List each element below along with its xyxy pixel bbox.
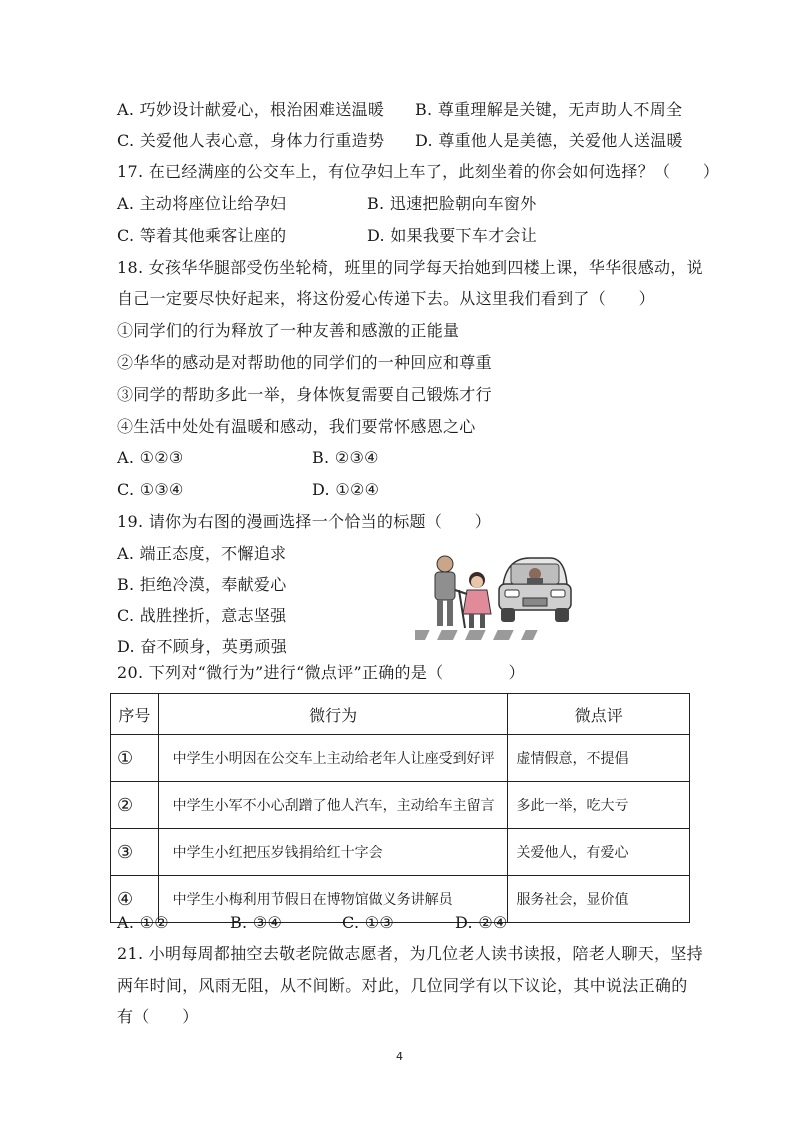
header-comment: 微点评 <box>508 694 690 735</box>
q17-option-a: A. 主动将座位让给孕妇 <box>117 194 287 213</box>
q16-option-c: C. 关爱他人表心意，身体力行重造势 <box>117 131 385 150</box>
q17-option-d: D. 如果我要下车才会让 <box>367 226 538 245</box>
table-row <box>111 876 690 923</box>
q17-option-c: C. 等着其他乘客让座的 <box>117 226 287 245</box>
row-number: ① <box>111 735 159 782</box>
row-comment: 多此一举，吃大亏 <box>508 782 690 829</box>
q18-option-d: D. ①②④ <box>312 480 380 499</box>
q21-stem-line3: 有（ ） <box>117 1007 199 1026</box>
q16-option-b: B. 尊重理解是关键，无声助人不周全 <box>415 100 683 119</box>
header-number: 序号 <box>111 694 159 735</box>
q18-item-3: ③同学的帮助多此一举，身体恢复需要自己锻炼才行 <box>117 385 492 404</box>
page-number: 4 <box>396 1050 403 1063</box>
row-number: ② <box>111 782 159 829</box>
table-row <box>111 735 690 782</box>
q18-option-a: A. ①②③ <box>117 448 184 467</box>
q20-option-b: B. ③④ <box>230 913 283 932</box>
q18-item-1: ①同学们的行为释放了一种友善和感激的正能量 <box>117 321 460 340</box>
q16-option-a: A. 巧妙设计献爱心，根治困难送温暖 <box>117 100 385 119</box>
q20-option-a: A. ①② <box>117 913 169 932</box>
q19-option-c: C. 战胜挫折，意志坚强 <box>117 606 287 625</box>
q20-stem: 20. 下列对“微行为”进行“微点评”正确的是（ ） <box>117 663 525 682</box>
q20-option-c: C. ①③ <box>342 913 395 932</box>
table-header-row <box>111 694 690 735</box>
q19-stem: 19. 请你为右图的漫画选择一个恰当的标题（ ） <box>117 512 492 531</box>
row-comment: 关爱他人，有爱心 <box>508 829 690 876</box>
row-comment: 虚情假意，不提倡 <box>508 735 690 782</box>
cartoon-illustration <box>415 550 575 645</box>
q19-option-b: B. 拒绝冷漠，奉献爱心 <box>117 575 287 594</box>
q16-option-d: D. 尊重他人是美德，关爱他人送温暖 <box>415 131 683 150</box>
table-row <box>111 782 690 829</box>
q18-stem-line1: 18. 女孩华华腿部受伤坐轮椅，班里的同学每天抬她到四楼上课，华华很感动，说 <box>117 258 703 277</box>
q19-option-d: D. 奋不顾身，英勇顽强 <box>117 637 288 656</box>
q21-stem-line1: 21. 小明每周都抽空去敬老院做志愿者，为几位老人读书读报，陪老人聊天，坚持 <box>117 944 703 963</box>
row-action: 中学生小明因在公交车上主动给老年人让座受到好评 <box>158 735 508 782</box>
q18-option-c: C. ①③④ <box>117 480 184 499</box>
row-action: 中学生小红把压岁钱捐给红十字会 <box>158 829 508 876</box>
table-row <box>111 829 690 876</box>
q20-table <box>110 693 690 923</box>
row-action: 中学生小军不小心刮蹭了他人汽车，主动给车主留言 <box>158 782 508 829</box>
q19-option-a: A. 端正态度，不懈追求 <box>117 544 287 563</box>
q20-option-d: D. ②④ <box>455 913 508 932</box>
row-comment: 服务社会，显价值 <box>508 876 690 923</box>
row-number: ③ <box>111 829 159 876</box>
row-action: 中学生小梅利用节假日在博物馆做义务讲解员 <box>158 876 508 923</box>
q18-stem-line2: 自己一定要尽快好起来，将这份爱心传递下去。从这里我们看到了（ ） <box>117 289 655 308</box>
row-number: ④ <box>111 876 159 923</box>
q17-option-b: B. 迅速把脸朝向车窗外 <box>367 194 537 213</box>
q18-item-4: ④生活中处处有温暖和感动，我们要常怀感恩之心 <box>117 417 476 436</box>
q21-stem-line2: 两年时间，风雨无阻，从不间断。对此，几位同学有以下议论，其中说法正确的 <box>117 976 688 995</box>
header-action: 微行为 <box>158 694 508 735</box>
q18-option-b: B. ②③④ <box>312 448 379 467</box>
q17-stem: 17. 在已经满座的公交车上，有位孕妇上车了，此刻坐着的你会如何选择？（ ） <box>117 162 720 181</box>
q18-item-2: ②华华的感动是对帮助他的同学们的一种回应和尊重 <box>117 353 492 372</box>
